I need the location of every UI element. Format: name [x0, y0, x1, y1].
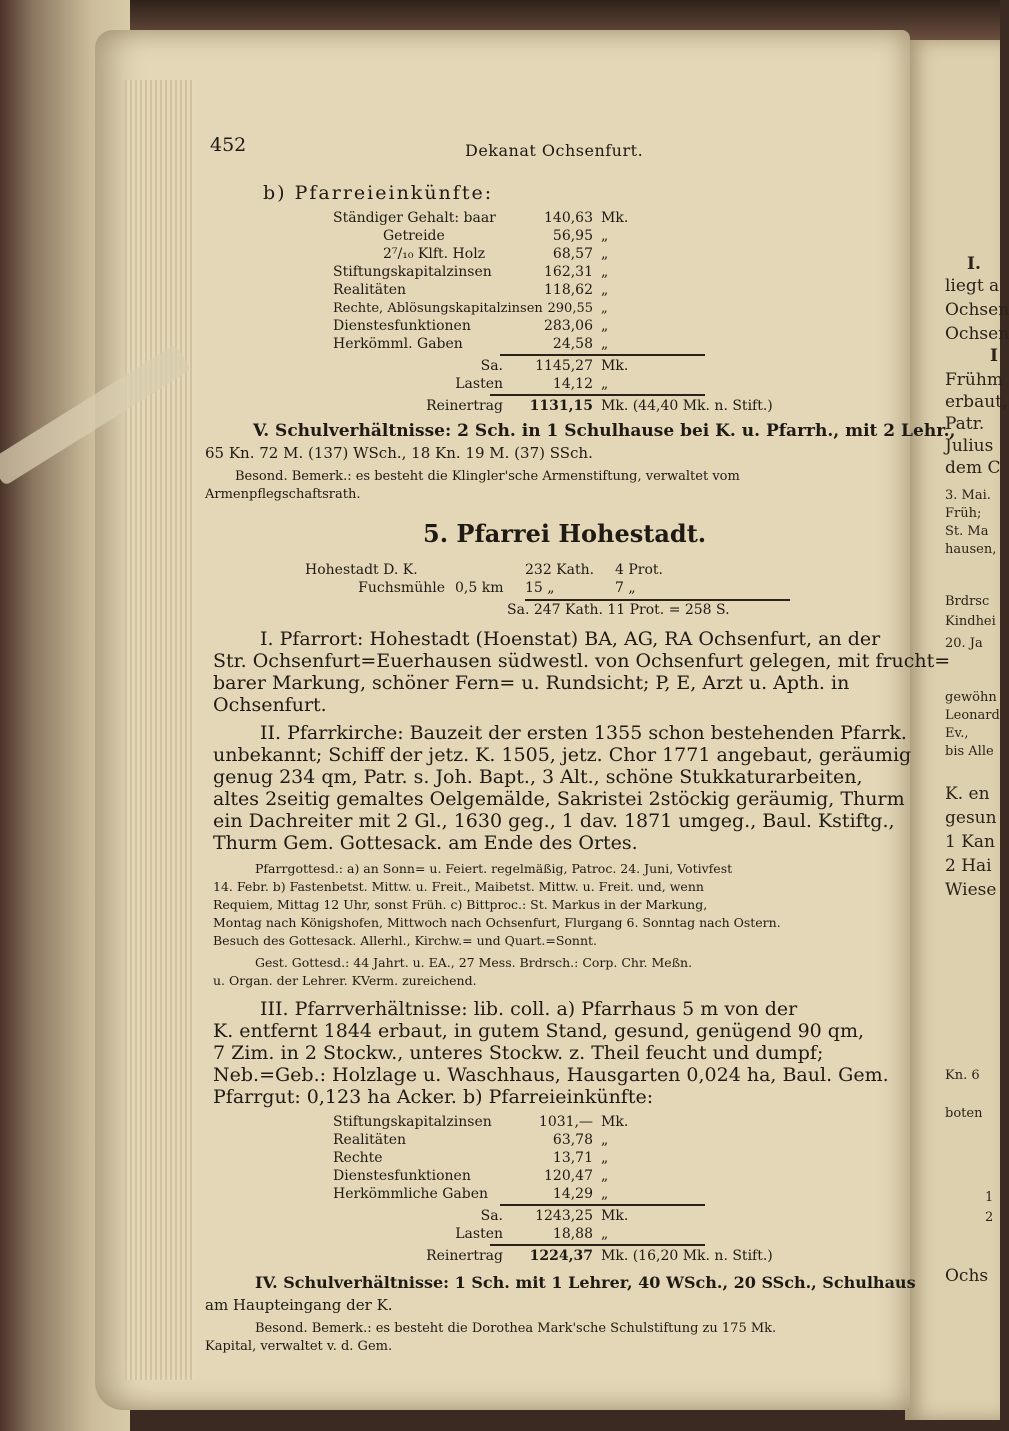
- facing-fragment: 1: [985, 1190, 994, 1205]
- net-row: [333, 398, 773, 415]
- facing-fragment: erbaut,: [945, 392, 1008, 412]
- pop-prot: 7 „: [615, 580, 636, 596]
- lasten-row: [333, 376, 641, 393]
- income-row: [333, 1114, 641, 1131]
- schul-line: [253, 422, 955, 440]
- net-unit: Mk. (44,40 Mk. n. Stift.): [601, 398, 773, 414]
- schul-line: [255, 1274, 916, 1292]
- facing-fragment: St. Ma: [945, 524, 989, 539]
- income-unit: „: [601, 1150, 609, 1166]
- facing-fragment: Kn. 6: [945, 1068, 980, 1083]
- facing-fragment: Leonard: [945, 708, 1000, 723]
- pfarrkirche-line: ein Dachreiter mit 2 Gl., 1630 geg., 1 dav. 1871 umgeg., Baul. Kstiftg.,: [213, 810, 895, 832]
- sum-row: [333, 1208, 641, 1225]
- income-value: 290,55: [547, 301, 593, 316]
- income-unit: „: [601, 1168, 609, 1184]
- income-label: Stiftungskapitalzinsen: [333, 264, 492, 280]
- facing-fragment: Patr.: [945, 414, 985, 434]
- running-title: Dekanat Ochsenfurt.: [465, 141, 644, 160]
- income-label: Realitäten: [333, 1132, 407, 1148]
- income-row: [333, 210, 641, 227]
- pfarrkirche-line: II. Pfarrkirche: Bauzeit der ersten 1355 schon bestehenden Pfarrk.: [260, 722, 907, 744]
- income-label: Stiftungskapitalzinsen: [333, 1114, 492, 1130]
- parish-title: 5. Pfarrei Hohestadt.: [423, 519, 707, 548]
- gottesdienst-line: u. Organ. der Lehrer. KVerm. zureichend.: [213, 973, 477, 988]
- income-unit: „: [601, 1186, 609, 1202]
- facing-fragment: bis Alle: [945, 744, 994, 759]
- net-value: 1131,15: [529, 398, 593, 414]
- sum-rule: [500, 354, 705, 356]
- facing-fragment: gesun: [945, 808, 997, 828]
- income-row: [333, 1150, 641, 1167]
- income-label: Herkömml. Gaben: [333, 336, 463, 352]
- facing-fragment: Früh;: [945, 506, 982, 521]
- net-label: Reinertrag: [426, 398, 503, 414]
- income-value: 63,78: [552, 1132, 593, 1148]
- income-row: [333, 300, 641, 317]
- sum-label: Sa.: [480, 1208, 503, 1224]
- income-value: 120,47: [544, 1168, 593, 1184]
- income-value: 13,71: [552, 1150, 593, 1166]
- income-value: 118,62: [544, 282, 593, 298]
- gottesdienst-line: Pfarrgottesd.: a) an Sonn= u. Feiert. regelmäßig, Patroc. 24. Juni, Votivfest: [255, 861, 733, 876]
- facing-fragment: Ochsen: [945, 324, 1009, 344]
- remark-line: Kapital, verwaltet v. d. Gem.: [205, 1339, 393, 1354]
- income-row: [333, 1168, 641, 1185]
- remark-line: Armenpflegschaftsrath.: [205, 487, 361, 502]
- pop-dist: 0,5 km: [455, 580, 504, 596]
- income-unit: „: [601, 1132, 609, 1148]
- facing-fragment: Ochsen: [945, 300, 1009, 320]
- income-label: Ständiger Gehalt: baar: [333, 210, 496, 226]
- income-value: 283,06: [544, 318, 593, 334]
- pfarrort-line: barer Markung, schöner Fern= u. Rundsicht; P, E, Arzt u. Apth. in: [213, 672, 850, 694]
- income-label: Herkömmliche Gaben: [333, 1186, 488, 1202]
- pfarrverh-line: Neb.=Geb.: Holzlage u. Waschhaus, Hausgarten 0,024 ha, Baul. Gem.: [213, 1064, 889, 1086]
- sum-rule: [500, 1204, 705, 1206]
- income-row: [333, 318, 641, 335]
- lasten-value: 18,88: [552, 1226, 593, 1242]
- facing-fragment: 2: [985, 1210, 994, 1225]
- facing-fragment: Ochs: [945, 1266, 989, 1286]
- facing-fragment: Wiese: [945, 880, 997, 900]
- income-row: [333, 228, 641, 245]
- income-value: 140,63: [544, 210, 593, 226]
- schul-text: IV. Schulverhältnisse: 1 Sch. mit 1 Lehrer, 40 WSch., 20 SSch., Schulhaus: [255, 1273, 916, 1292]
- net-row: [333, 1248, 773, 1265]
- pop-rule: [525, 599, 790, 601]
- sum-label: Sa.: [480, 358, 503, 374]
- population-row: [305, 562, 663, 579]
- income-unit: „: [601, 228, 609, 244]
- page-fore-edge: [125, 80, 195, 1380]
- facing-fragment: K. en: [945, 784, 990, 804]
- facing-fragment: Julius: [945, 436, 994, 456]
- income-unit: „: [601, 282, 609, 298]
- pop-prot: 4 Prot.: [615, 562, 663, 578]
- income-row: [333, 1186, 641, 1203]
- net-label: Reinertrag: [426, 1248, 503, 1264]
- income-row: [333, 282, 641, 299]
- lasten-label: Lasten: [455, 1226, 503, 1242]
- income-label: Dienstesfunktionen: [333, 318, 471, 334]
- population-row: [305, 580, 636, 597]
- pfarrverh-line: Pfarrgut: 0,123 ha Acker. b) Pfarreieinkünfte:: [213, 1086, 654, 1108]
- facing-fragment: Kindhei: [945, 614, 996, 629]
- pfarrverh-line: K. entfernt 1844 erbaut, in gutem Stand, gesund, genügend 90 qm,: [213, 1020, 865, 1042]
- income-value: 68,57: [552, 246, 593, 262]
- income-unit: „: [601, 246, 609, 262]
- facing-fragment: I.: [967, 254, 981, 274]
- sum-unit: Mk.: [601, 358, 629, 374]
- income-value: 1031,—: [538, 1114, 593, 1130]
- pfarrkirche-line: altes 2seitig gemaltes Oelgemälde, Sakristei 2stöckig geräumig, Thurm: [213, 788, 905, 810]
- income-unit: „: [601, 301, 608, 316]
- sum-row: [333, 358, 641, 375]
- pfarrort-line: Ochsenfurt.: [213, 694, 327, 716]
- income-label: Dienstesfunktionen: [333, 1168, 471, 1184]
- income-unit: Mk.: [601, 1114, 629, 1130]
- income-label: Getreide: [383, 228, 445, 244]
- facing-fragment: boten: [945, 1106, 983, 1121]
- income-label: Realitäten: [333, 282, 407, 298]
- population-sum: Sa. 247 Kath. 11 Prot. = 258 S.: [507, 602, 730, 618]
- facing-page: [905, 40, 1009, 1420]
- facing-fragment: dem C: [945, 458, 1001, 478]
- sum-value: 1243,25: [535, 1208, 593, 1224]
- lasten-unit: „: [601, 1226, 609, 1242]
- pop-place: Hohestadt D. K.: [305, 562, 418, 578]
- remark-line: Besond. Bemerk.: es besteht die Klingler'sche Armenstiftung, verwaltet vom: [235, 469, 740, 484]
- facing-fragment: 20. Ja: [945, 636, 983, 651]
- gottesdienst-line: Requiem, Mittag 12 Uhr, sonst Früh. c) Bittproc.: St. Markus in der Markung,: [213, 897, 708, 912]
- net-unit: Mk. (16,20 Mk. n. Stift.): [601, 1248, 773, 1264]
- sum-unit: Mk.: [601, 1208, 629, 1224]
- facing-fragment: I: [990, 346, 998, 366]
- income-unit: „: [601, 264, 609, 280]
- income-value: 24,58: [552, 336, 593, 352]
- income-row: [333, 246, 641, 263]
- schul-line: am Haupteingang der K.: [205, 1296, 393, 1314]
- facing-fragment: hausen,: [945, 542, 997, 557]
- income-row: [333, 264, 641, 281]
- net-rule: [490, 394, 705, 396]
- section-heading: b) Pfarreieinkünfte:: [263, 182, 494, 204]
- income-value: 14,29: [552, 1186, 593, 1202]
- income-unit: „: [601, 336, 609, 352]
- schul-line: 65 Kn. 72 M. (137) WSch., 18 Kn. 19 M. (37) SSch.: [205, 444, 593, 462]
- gottesdienst-line: Besuch des Gottesack. Allerhl., Kirchw.= und Quart.=Sonnt.: [213, 933, 598, 948]
- lasten-unit: „: [601, 376, 609, 392]
- income-unit: „: [601, 318, 609, 334]
- income-label: Rechte: [333, 1150, 383, 1166]
- net-value: 1224,37: [529, 1248, 593, 1264]
- facing-fragment: 1 Kan: [945, 832, 996, 852]
- sum-value: 1145,27: [535, 358, 593, 374]
- gottesdienst-line: Gest. Gottesd.: 44 Jahrt. u. EA., 27 Mess. Brdrsch.: Corp. Chr. Meßn.: [255, 955, 693, 970]
- income-label: Rechte, Ablösungskapitalzinsen: [333, 301, 543, 316]
- income-unit: Mk.: [601, 210, 629, 226]
- income-row: [333, 336, 641, 353]
- pfarrkirche-line: unbekannt; Schiff der jetz. K. 1505, jetz. Chor 1771 angebaut, geräumig: [213, 744, 912, 766]
- pop-place: Fuchsmühle: [358, 580, 445, 596]
- facing-fragment: Frühm: [945, 370, 1003, 390]
- lasten-value: 14,12: [552, 376, 593, 392]
- lasten-row: [333, 1226, 641, 1243]
- pfarrort-line: I. Pfarrort: Hohestadt (Hoenstat) BA, AG, RA Ochsenfurt, an der: [260, 628, 881, 650]
- facing-fragment: Ev.,: [945, 726, 969, 741]
- income-value: 162,31: [544, 264, 593, 280]
- pfarrkirche-line: Thurm Gem. Gottesack. am Ende des Ortes.: [213, 832, 638, 854]
- facing-fragment: 3. Mai.: [945, 488, 991, 503]
- net-rule: [490, 1244, 705, 1246]
- income-label: 2⁷/₁₀ Klft. Holz: [383, 246, 486, 262]
- pop-kath: 232 Kath.: [525, 562, 595, 578]
- gottesdienst-line: 14. Febr. b) Fastenbetst. Mittw. u. Freit., Maibetst. Mittw. u. Freit. und, wenn: [213, 879, 704, 894]
- book-page: [95, 30, 956, 1410]
- gottesdienst-line: Montag nach Königshofen, Mittwoch nach Ochsenfurt, Flurgang 6. Sonntag nach Ostern.: [213, 915, 781, 930]
- facing-fragment: 2 Hai: [945, 856, 992, 876]
- facing-fragment: Brdrsc: [945, 594, 990, 609]
- pfarrverh-line: III. Pfarrverhältnisse: lib. coll. a) Pfarrhaus 5 m von der: [260, 998, 798, 1020]
- remark-line: Besond. Bemerk.: es besteht die Dorothea Mark'sche Schulstiftung zu 175 Mk.: [255, 1321, 777, 1336]
- income-row: [333, 1132, 641, 1149]
- income-value: 56,95: [552, 228, 593, 244]
- pfarrverh-line: 7 Zim. in 2 Stockw., unteres Stockw. z. Theil feucht und dumpf;: [213, 1042, 824, 1064]
- pop-kath: 15 „: [525, 580, 555, 596]
- page-number: 452: [210, 134, 247, 156]
- lasten-label: Lasten: [455, 376, 503, 392]
- schul-text: V. Schulverhältnisse: 2 Sch. in 1 Schulhause bei K. u. Pfarrh., mit 2 Lehr.,: [253, 421, 956, 441]
- pfarrort-line: Str. Ochsenfurt=Euerhausen südwestl. von Ochsenfurt gelegen, mit frucht=: [213, 650, 951, 672]
- facing-fragment: liegt a: [945, 276, 1000, 296]
- pfarrkirche-line: genug 234 qm, Patr. s. Joh. Bapt., 3 Alt., schöne Stukkaturarbeiten,: [213, 766, 863, 788]
- facing-fragment: gewöhn: [945, 690, 997, 705]
